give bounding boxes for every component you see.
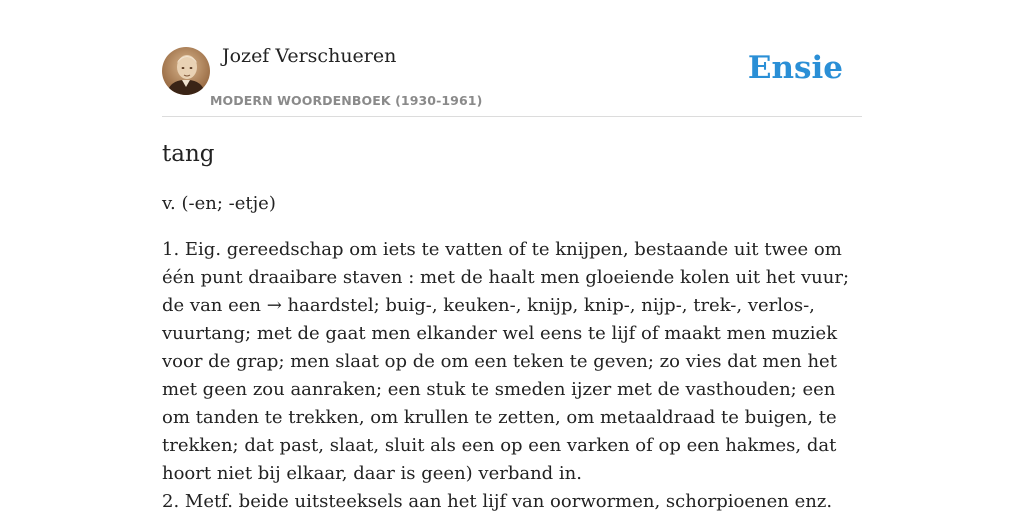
headword: tang [162, 141, 215, 167]
ensie-logo-link[interactable]: Ensie [747, 50, 843, 86]
entry-content [162, 138, 862, 512]
portrait-icon [162, 47, 210, 95]
author-name[interactable]: Jozef Verschueren [222, 45, 397, 67]
entry-header [162, 44, 862, 117]
definition [162, 236, 862, 512]
author-avatar[interactable] [162, 47, 210, 95]
definition-sense: 2. Metf. beide uitsteeksels aan het lijf van oorwormen, schorpioenen enz. [162, 491, 833, 512]
definition-sense: 1. Eig. gereedschap om iets te vatten of te knijpen, bestaande uit twee om één punt draaibare staven : met de haalt men gloeiende kolen uit het vuur; de van een → haardstel; buig-, keuken-, knijp, knip-, nijp-, trek-, verlos-, vuurtang; met de gaat men elkander wel eens te lijf of maakt men muziek voor de grap; men slaat op de om een teken te geven; zo vies dat men het met geen zou aanraken; een stuk te smeden ijzer met de vasthouden; een om tanden te trekken, om krullen te zetten, om metaaldraad te buigen, te trekken; dat past, slaat, sluit als een op een varken of op een hakmes, dat hoort niet bij elkaar, daar is geen) verband in. [162, 239, 850, 484]
source-title[interactable]: MODERN WOORDENBOEK (1930-1961) [210, 93, 483, 108]
grammar-info: v. (-en; -etje) [162, 193, 276, 214]
